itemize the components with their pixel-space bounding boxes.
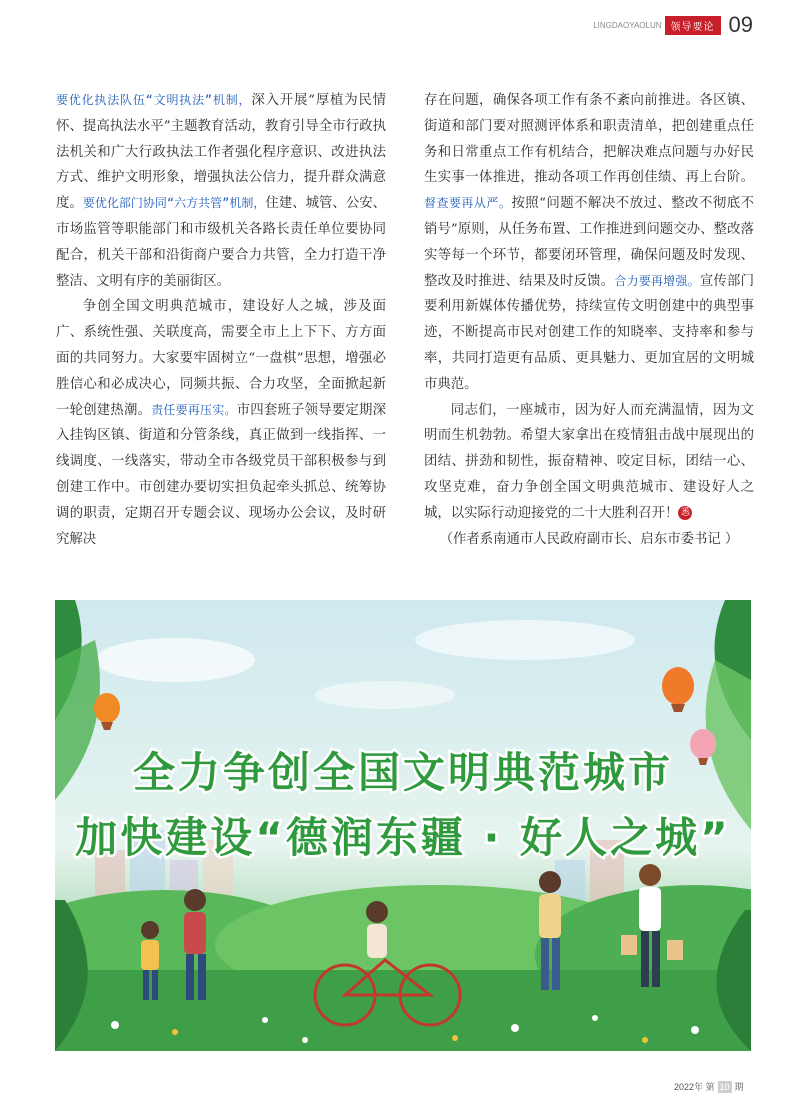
banner-title-line-2: 加快建设“德润东疆 · 好人之城” bbox=[75, 813, 731, 862]
issue-period-text: 期 bbox=[734, 1082, 744, 1092]
banner-illustration bbox=[55, 600, 751, 1051]
emphasis-heading: 要优化执法队伍“文明执法”机制， bbox=[56, 93, 252, 107]
body-text: 住建、城管、公安、市场监管等职能部门和市级机关各路长责任单位要协同配合，机关干部和沿街商户要合力共管，全力打造干净整洁、文明有序的美丽街区。 bbox=[56, 196, 387, 289]
paragraph bbox=[56, 88, 386, 294]
hot-air-balloon-icon bbox=[94, 693, 120, 730]
banner-title-line-1: 全力争创全国文明典范城市 bbox=[132, 748, 673, 797]
issue-number: 10 bbox=[719, 1081, 730, 1092]
emphasis-heading: 要优化部门协同“六方共管”机制， bbox=[82, 196, 266, 211]
paragraph bbox=[56, 294, 386, 552]
body-text: 存在问题，确保各项工作有条不紊向前推进。各区镇、街道和部门要对照测评体系和职责清单，把创建重点任务和日常重点工作有机结合，把解决难点问题与办好民生实事一体推进，推动各项工作再创佳绩、再上台阶。 bbox=[424, 93, 754, 186]
page-footer bbox=[674, 1080, 744, 1093]
author-note: （作者系南通市人民政府副市长、启东市委书记 ） bbox=[439, 531, 739, 547]
article-column-right bbox=[424, 88, 754, 552]
page-header bbox=[593, 12, 753, 38]
issue-year-text: 2022年 第 bbox=[674, 1082, 715, 1092]
body-text: 深入开展“厚植为民情怀、提高执法水平”主题教育活动，教育引导全市行政执法机关和广大行政执法工作者强化程序意识、改进执法方式、维护文明形象，增强执法公信力，提升群众满意度。 bbox=[56, 93, 386, 212]
body-text: 市四套班子领导要定期深入挂钩区镇、街道和分管条线，真正做到一线指挥、一线调度、一线落实，带动全市各级党员干部积极参与到创建工作中。市创建办要切实担负起牵头抓总、统筹协调的职责，定期召开专题会议、现场办公会议，及时研究解决 bbox=[56, 402, 387, 547]
body-text: 争创全国文明典范城市，建设好人之城，涉及面广、系统性强、关联度高，需要全市上上下下、方方面面的共同努力。大家要牢固树立“一盘棋”思想，增强必胜信心和必成决心，同频共振、合力攻坚，全面掀起新一轮创建热潮。 bbox=[56, 299, 386, 418]
emphasis-heading: 督查要再从严。 bbox=[424, 196, 512, 211]
emphasis-heading: 合力要再增强。 bbox=[614, 273, 700, 288]
paragraph bbox=[424, 88, 754, 398]
article-column-left bbox=[56, 88, 386, 552]
end-mark-icon: 悉 bbox=[678, 506, 692, 520]
emphasis-heading: 责任要再压实。 bbox=[151, 402, 237, 417]
section-label: 领导要论 bbox=[665, 16, 721, 35]
body-text: 按照“问题不解决不放过、整改不彻底不销号”原则，从任务布置、工作推进到问题交办、整改落实等每一个环节，都要闭环管理，确保问题及时发现、整改及时推进、结果及时反馈。 bbox=[424, 196, 754, 289]
section-pinyin: LINGDAOYAOLUN bbox=[593, 20, 662, 30]
hot-air-balloon-icon bbox=[662, 667, 694, 712]
body-text: 宣传部门要利用新媒体传播优势，持续宣传文明创建中的典型事迹，不断提高市民对创建工作的知晓率、支持率和参与率，共同打造更有品质、更具魅力、更加宜居的文明城市典范。 bbox=[424, 273, 754, 392]
paragraph bbox=[424, 398, 754, 527]
body-text: 同志们，一座城市，因为好人而充满温情，因为文明而生机勃勃。希望大家拿出在疫情狙击战中展现出的团结、拼劲和韧性，振奋精神、咬定目标，团结一心、攻坚克难，奋力争创全国文明典范城市、建设好人之城，以实际行动迎接党的二十大胜利召开！ bbox=[424, 402, 754, 521]
page-number: 09 bbox=[728, 12, 753, 37]
